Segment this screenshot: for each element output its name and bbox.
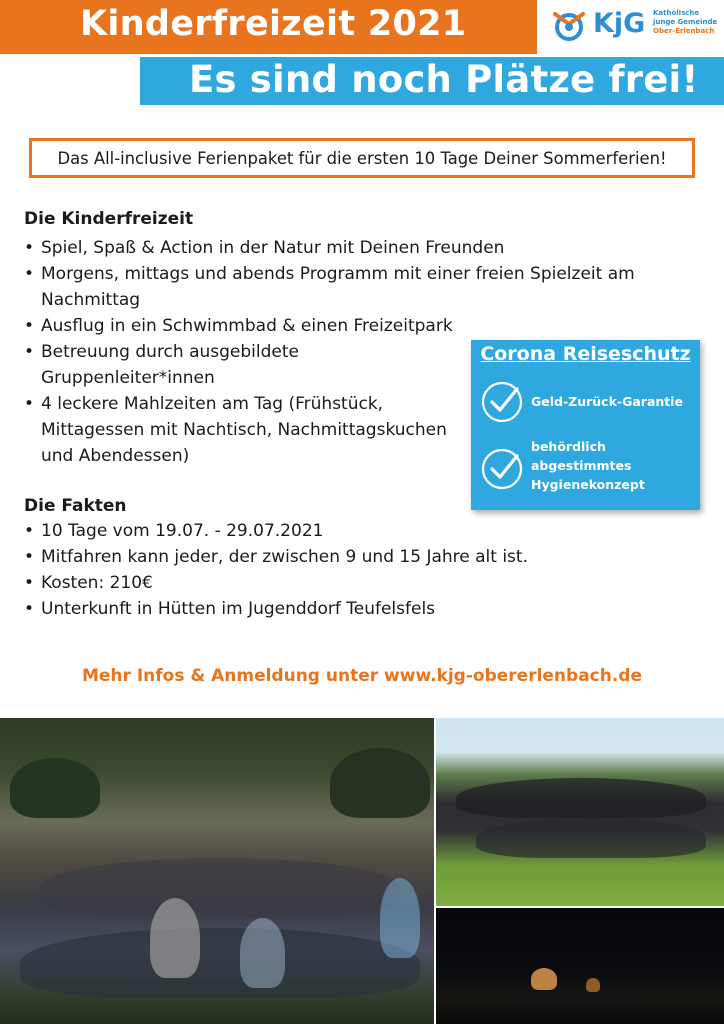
section-heading-fakten: Die Fakten [24, 496, 127, 516]
campfire-photo [436, 908, 724, 1024]
logo-subtitle: Katholische junge Gemeinde Ober-Erlenbach [653, 9, 718, 35]
info-link[interactable]: Mehr Infos & Anmeldung unter www.kjg-obererlenbach.de [81, 666, 643, 686]
list-item: • Kosten: 210€ [24, 570, 528, 596]
fakten-list [24, 518, 528, 622]
logo-wordmark: KjG [593, 8, 646, 39]
corona-item-guarantee: Geld-Zurück-Garantie [531, 394, 684, 409]
tagline-box: Das All-inclusive Ferienpaket für die ersten 10 Tage Deiner Sommerferien! [29, 138, 695, 178]
subtitle-banner [140, 57, 724, 105]
checkmark-circle-icon [481, 448, 523, 490]
checkmark-circle-icon [481, 381, 523, 423]
list-item: • 4 leckere Mahlzeiten am Tag (Frühstück, Mittagessen mit Nachtisch, Nachmittagskuchen und Abendessen) [24, 391, 635, 469]
group-photo-leaders [436, 718, 724, 906]
corona-item-hygiene: behördlich abgestimmtes Hygienekonzept [531, 439, 645, 492]
list-item: • Mitfahren kann jeder, der zwischen 9 und 15 Jahre alt ist. [24, 544, 528, 570]
corona-reiseschutz-box [471, 340, 700, 510]
list-item: • Ausflug in ein Schwimmbad & einen Freizeitpark [24, 313, 635, 339]
corona-heading: Corona Reiseschutz [480, 343, 691, 365]
page-title: Kinderfreizeit 2021 [80, 4, 467, 44]
list-item: • Betreuung durch ausgebildete Gruppenleiter*innen [24, 339, 635, 391]
title-banner [0, 0, 537, 54]
page-subtitle: Es sind noch Plätze frei! [189, 58, 699, 101]
list-item: • Spiel, Spaß & Action in der Natur mit Deinen Freunden [24, 235, 635, 261]
group-photo-children [0, 718, 434, 1024]
kjg-logo [545, 6, 717, 46]
list-item: • Unterkunft in Hütten im Jugenddorf Teufelsfels [24, 596, 528, 622]
list-item: • Morgens, mittags und abends Programm mit einer freien Spielzeit am Nachmittag [24, 261, 635, 313]
section-heading-kinderfreizeit: Die Kinderfreizeit [24, 209, 194, 229]
kjg-logo-icon [551, 8, 587, 44]
list-item: • 10 Tage vom 19.07. - 29.07.2021 [24, 518, 528, 544]
